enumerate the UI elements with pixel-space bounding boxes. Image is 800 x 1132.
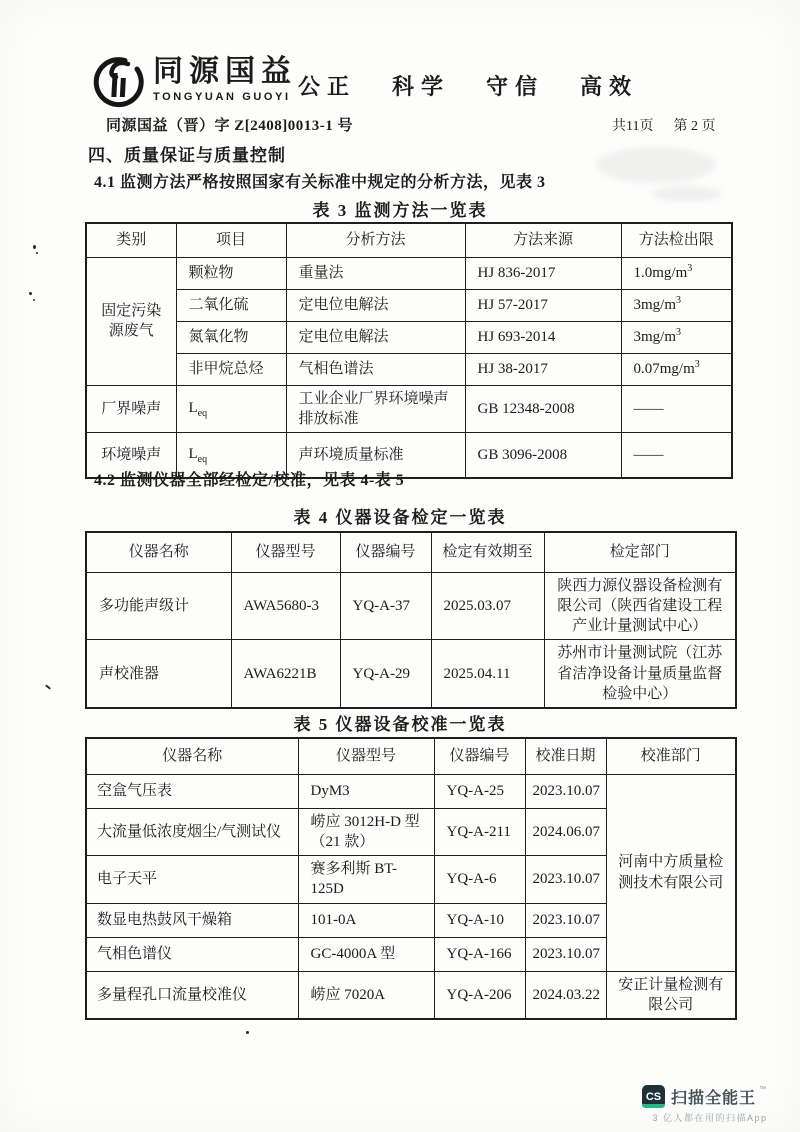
scan-speck	[33, 299, 35, 301]
limit-cell: ——	[621, 433, 732, 478]
category-cell: 厂界噪声	[86, 385, 176, 433]
table4-header-row	[86, 532, 736, 572]
table5-calibration-list	[85, 737, 737, 1020]
table3-header-source: 方法来源	[465, 223, 621, 257]
table-row	[86, 321, 732, 353]
table4-header-dept: 检定部门	[544, 532, 736, 572]
table-row	[86, 257, 732, 289]
name-cell: 多量程孔口流量校准仪	[86, 971, 298, 1019]
table5-header-name: 仪器名称	[86, 738, 298, 774]
name-cell: 声校准器	[86, 640, 231, 708]
table3-title: 表 3 监测方法一览表	[312, 201, 488, 220]
company-logo	[92, 56, 297, 108]
code-cell: YQ-A-10	[434, 903, 525, 937]
model-cell: 赛多利斯 BT-125D	[298, 856, 434, 904]
date-cell: 2023.10.07	[525, 903, 606, 937]
paragraph-4-2: 4.2 监测仪器全部经检定/校准，见表 4-表 5	[94, 472, 405, 489]
date-cell: 2023.10.07	[525, 856, 606, 904]
dept-cell: 陕西力源仪器设备检测有限公司（陕西省建设工程产业计量测试中心）	[544, 572, 736, 640]
source-cell: HJ 836-2017	[465, 257, 621, 289]
method-cell: 工业企业厂界环境噪声排放标准	[286, 385, 465, 433]
method-cell: 气相色谱法	[286, 353, 465, 385]
dept-cell: 安正计量检测有限公司	[606, 971, 736, 1019]
code-cell: YQ-A-211	[434, 808, 525, 856]
scan-smudge	[596, 147, 716, 183]
scan-speck	[36, 252, 38, 254]
table-row	[86, 289, 732, 321]
page-info	[612, 115, 715, 135]
limit-cell: $1.0mg/m^3$	[621, 257, 732, 289]
camscanner-app-name: 扫描全能王	[671, 1090, 757, 1107]
method-cell: 声环境质量标准	[286, 433, 465, 478]
table5-header-dept: 校准部门	[606, 738, 736, 774]
scan-speck	[246, 1031, 249, 1034]
table3-header-limit: 方法检出限	[621, 223, 732, 257]
limit-cell: ——	[621, 385, 732, 433]
source-cell: GB 3096-2008	[465, 433, 621, 478]
model-cell: AWA6221B	[231, 640, 340, 708]
table-row	[86, 640, 736, 708]
limit-cell: $3mg/m^3$	[621, 289, 732, 321]
code-cell: YQ-A-37	[340, 572, 431, 640]
date-cell: 2024.03.22	[525, 971, 606, 1019]
name-cell: 电子天平	[86, 856, 298, 904]
code-cell: YQ-A-29	[340, 640, 431, 708]
source-cell: HJ 38-2017	[465, 353, 621, 385]
table-row	[86, 385, 732, 433]
document-number: 同源国益（晋）字 Z[2408]0013-1 号	[106, 118, 353, 134]
scan-speck	[45, 684, 51, 689]
table-row	[86, 971, 736, 1019]
camscanner-watermark-row	[642, 1085, 786, 1108]
table4-header-code: 仪器编号	[340, 532, 431, 572]
date-cell: 2025.03.07	[431, 572, 544, 640]
date-cell: 2023.10.07	[525, 774, 606, 808]
table5-title: 表 5 仪器设备校准一览表	[293, 715, 507, 734]
model-cell: AWA5680-3	[231, 572, 340, 640]
name-cell: 多功能声级计	[86, 572, 231, 640]
pages-total: 共11页	[612, 119, 654, 134]
model-cell: GC-4000A 型	[298, 937, 434, 971]
item-cell: 氮氧化物	[176, 321, 286, 353]
code-cell: YQ-A-206	[434, 971, 525, 1019]
name-cell: 气相色谱仪	[86, 937, 298, 971]
date-cell: 2025.04.11	[431, 640, 544, 708]
table4-title: 表 4 仪器设备检定一览表	[293, 508, 507, 527]
code-cell: YQ-A-25	[434, 774, 525, 808]
table4-verification-list	[85, 531, 737, 709]
source-cell: GB 12348-2008	[465, 385, 621, 433]
name-cell: 大流量低浓度烟尘/气测试仪	[86, 808, 298, 856]
item-cell: $L_{eq}$	[176, 385, 286, 433]
section-title: 四、质量保证与质量控制	[88, 146, 286, 165]
table3-header-row	[86, 223, 732, 257]
slogan-word: 守信	[485, 74, 544, 99]
category-cell: 固定污染源废气	[86, 257, 176, 385]
table-row	[86, 572, 736, 640]
scan-speck	[29, 292, 32, 295]
table3-header-method: 分析方法	[286, 223, 465, 257]
paragraph-4-1: 4.1 监测方法严格按照国家有关标准中规定的分析方法，见表 3	[94, 174, 546, 191]
item-cell: 二氧化硫	[176, 289, 286, 321]
camscanner-watermark	[634, 1085, 786, 1124]
slogan-word: 高效	[579, 74, 638, 99]
method-cell: 重量法	[286, 257, 465, 289]
page-current: 第 2 页	[673, 119, 716, 134]
model-cell: 崂应 3012H-D 型（21 款）	[298, 808, 434, 856]
company-slogan	[298, 70, 638, 101]
limit-cell: $3mg/m^3$	[621, 321, 732, 353]
model-cell: DyM3	[298, 774, 434, 808]
logo-name-cn: 同源国益	[153, 55, 297, 88]
logo-text	[153, 56, 297, 103]
model-cell: 101-0A	[298, 903, 434, 937]
item-cell: 非甲烷总烃	[176, 353, 286, 385]
method-cell: 定电位电解法	[286, 321, 465, 353]
table5-header-code: 仪器编号	[434, 738, 525, 774]
date-cell: 2024.06.07	[525, 808, 606, 856]
limit-cell: $0.07mg/m^3$	[621, 353, 732, 385]
dept-cell: 苏州市计量测试院（江苏省洁净设备计量质量监督检验中心）	[544, 640, 736, 708]
method-cell: 定电位电解法	[286, 289, 465, 321]
name-cell: 空盒气压表	[86, 774, 298, 808]
camscanner-icon: CS	[642, 1085, 665, 1108]
slogan-word: 科学	[391, 74, 450, 99]
slogan-word: 公正	[298, 74, 357, 99]
table5-header-model: 仪器型号	[298, 738, 434, 774]
table5-header-row	[86, 738, 736, 774]
category-cell: 环境噪声	[86, 433, 176, 478]
scan-speck	[33, 245, 36, 249]
table3-monitoring-methods	[85, 222, 733, 479]
date-cell: 2023.10.07	[525, 937, 606, 971]
source-cell: HJ 57-2017	[465, 289, 621, 321]
dept-cell: 河南中方质量检测技术有限公司	[606, 774, 736, 971]
camscanner-tagline: 3 亿人都在用的扫描App	[652, 1113, 768, 1123]
logo-name-en: TONGYUAN GUOYI	[153, 90, 291, 103]
table-row	[86, 774, 736, 808]
code-cell: YQ-A-166	[434, 937, 525, 971]
model-cell: 崂应 7020A	[298, 971, 434, 1019]
scan-smudge	[652, 186, 722, 202]
table-row	[86, 353, 732, 385]
tongyuan-logo-icon	[92, 56, 144, 108]
table4-header-model: 仪器型号	[231, 532, 340, 572]
table4-header-name: 仪器名称	[86, 532, 231, 572]
name-cell: 数显电热鼓风干燥箱	[86, 903, 298, 937]
table3-header-item: 项目	[176, 223, 286, 257]
item-cell: $L_{eq}$	[176, 433, 286, 478]
trademark-mark: ™	[759, 1086, 767, 1093]
table4-header-date: 检定有效期至	[431, 532, 544, 572]
table5-header-date: 校准日期	[525, 738, 606, 774]
code-cell: YQ-A-6	[434, 856, 525, 904]
table3-header-category: 类别	[86, 223, 176, 257]
item-cell: 颗粒物	[176, 257, 286, 289]
source-cell: HJ 693-2014	[465, 321, 621, 353]
